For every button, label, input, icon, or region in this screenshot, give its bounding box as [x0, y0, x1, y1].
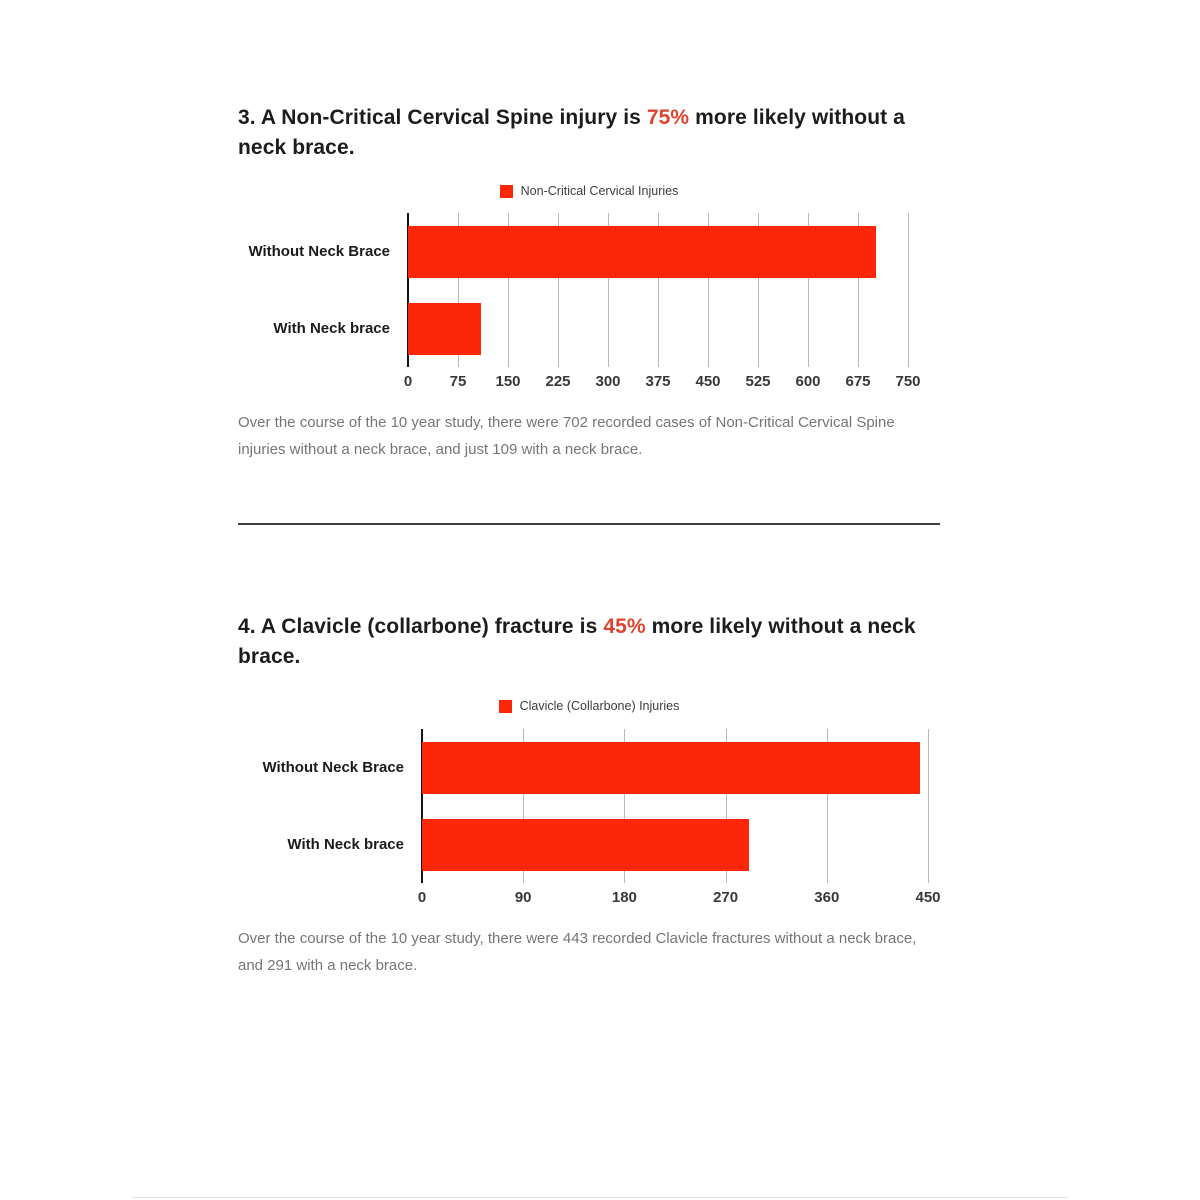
gridline	[928, 729, 929, 883]
bottom-rule	[132, 1197, 1068, 1198]
heading-cervical-spine	[238, 103, 940, 163]
x-tick-label: 75	[449, 373, 467, 390]
bar	[408, 303, 481, 355]
x-tick-label: 600	[795, 373, 821, 390]
x-tick-label: 225	[545, 373, 571, 390]
plot-area	[422, 729, 928, 883]
x-tick-label: 450	[915, 889, 941, 906]
x-tick-label: 150	[495, 373, 521, 390]
category-axis	[238, 213, 408, 367]
x-tick-label: 675	[845, 373, 871, 390]
x-tick-label: 525	[745, 373, 771, 390]
plot-area-wrapper	[238, 729, 940, 883]
content-column	[238, 0, 940, 979]
x-tick-label: 375	[645, 373, 671, 390]
x-tick-label: 450	[695, 373, 721, 390]
heading-suffix: more likely without a neck brace.	[238, 615, 916, 668]
chart-legend	[238, 183, 940, 199]
heading-percent: 45%	[603, 615, 646, 638]
x-tick-label: 90	[514, 889, 532, 906]
legend-label: Non-Critical Cervical Injuries	[520, 184, 679, 198]
x-tick-label: 0	[403, 373, 413, 390]
x-tick-label: 180	[611, 889, 637, 906]
bar-chart-cervical	[238, 183, 940, 393]
x-axis-ticks	[417, 889, 941, 909]
section-cervical-spine	[238, 103, 940, 463]
x-axis-ticks	[403, 373, 921, 393]
category-axis	[238, 729, 422, 883]
x-tick-label: 270	[713, 889, 739, 906]
x-tick-label: 300	[595, 373, 621, 390]
heading-prefix: 4. A Clavicle (collarbone) fracture is	[238, 615, 604, 638]
category-label: Without Neck Brace	[262, 759, 404, 776]
heading-prefix: 3. A Non-Critical Cervical Spine injury is	[238, 106, 647, 129]
bar	[408, 226, 876, 278]
heading-clavicle	[238, 612, 940, 672]
plot-area	[408, 213, 908, 367]
x-tick-label: 360	[814, 889, 840, 906]
category-label: Without Neck Brace	[248, 243, 390, 260]
bar	[422, 742, 920, 794]
chart-caption: Over the course of the 10 year study, there were 443 recorded Clavicle fractures without a neck brace, and 291 with a neck brace.	[238, 930, 917, 974]
legend-label: Clavicle (Collarbone) Injuries	[519, 699, 680, 713]
plot-area-wrapper	[238, 213, 940, 367]
legend-swatch-icon	[500, 185, 513, 198]
gridline	[908, 213, 909, 367]
bar	[422, 819, 749, 871]
category-label: With Neck brace	[273, 320, 390, 337]
section-clavicle	[238, 612, 940, 979]
category-label: With Neck brace	[287, 836, 404, 853]
legend-swatch-icon	[499, 700, 512, 713]
section-divider	[238, 523, 940, 525]
heading-suffix: more likely without a neck brace.	[238, 106, 905, 159]
chart-legend	[238, 698, 940, 714]
bar-chart-clavicle	[238, 698, 940, 909]
x-tick-label: 750	[895, 373, 921, 390]
heading-percent: 75%	[646, 106, 690, 129]
chart-caption: Over the course of the 10 year study, there were 702 recorded cases of Non-Critical Cervical Spine injuries without a neck brace, and just 109 with a neck brace.	[238, 414, 895, 458]
x-tick-label: 0	[417, 889, 427, 906]
